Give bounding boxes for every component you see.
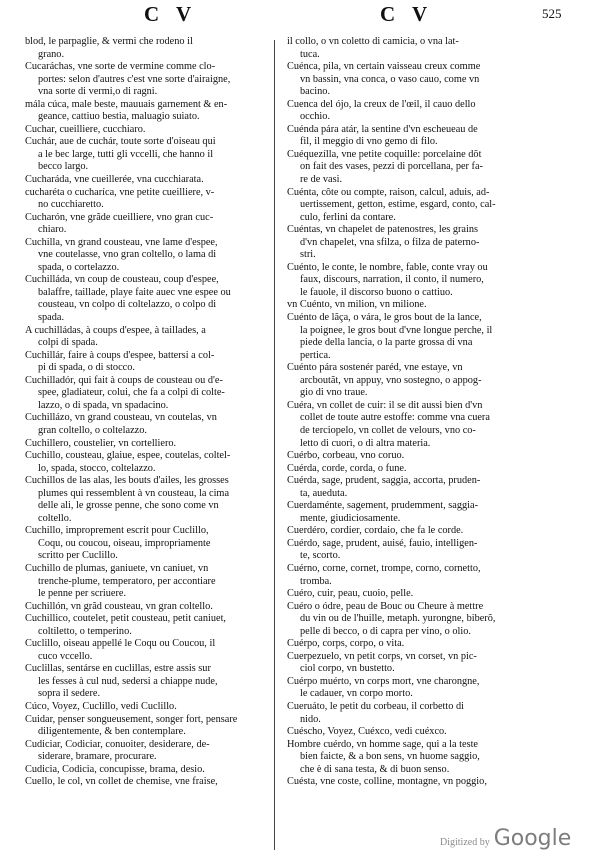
left-column [25, 36, 281, 856]
entry-line: Cuénta, côte ou compte, raison, calcul, aduis, ad- [287, 186, 490, 198]
entry-line: Cudicia, Codicia, concupisse, brama, desio. [25, 763, 205, 775]
entry-line: lazzo, o di spada, vn spadacino. [38, 399, 169, 411]
dictionary-entry [25, 375, 281, 413]
running-head-right: C V [380, 2, 434, 26]
entry-line: Cuérpo muérto, vn corps mort, vne charongne, [287, 675, 480, 687]
dictionary-entry [287, 362, 549, 400]
entry-line: Cuérpo, corps, corpo, o vita. [287, 638, 405, 650]
entry-line: Cuidar, penser songueusement, songer fort, pensare [25, 713, 238, 725]
entry-line: il collo, o vn coletto di camicia, o vna lat- [287, 36, 459, 47]
dictionary-entry [25, 601, 281, 614]
entry-line: tromba. [300, 575, 332, 587]
dictionary-entry [287, 538, 549, 563]
entry-line: A cuchilládas, à coups d'espee, à taillades, a [25, 324, 206, 336]
entry-line: cousteau, vn colpo di coltelazzo, o colpo di [38, 299, 217, 311]
entry-line: vn Cuénto, vn milion, vn milione. [287, 299, 427, 311]
entry-line: Cuéquezílla, vne petite coquille: porcelaine dõt [287, 148, 482, 160]
entry-line: Cuérda, corde, corda, o fune. [287, 462, 407, 474]
dictionary-entry [25, 350, 281, 375]
entry-line: Cuésta, vne coste, colline, montagne, vn poggio, [287, 776, 487, 788]
dictionary-entry [287, 187, 549, 225]
entry-line: mente, giudiciosamente. [300, 512, 401, 524]
entry-line: Cuchillos de las alas, les bouts d'ailes, les grosses [25, 475, 229, 487]
entry-line: diligentemente, & ben contemplare. [38, 726, 186, 738]
dictionary-entry [25, 438, 281, 451]
entry-line: Cuéscho, Voyez, Cuéxco, vedi cuéxco. [287, 726, 447, 738]
entry-line: Cuerdéro, cordier, cordaio, che fa le corde. [287, 525, 464, 537]
dictionary-entry [25, 412, 281, 437]
dictionary-entry [287, 525, 549, 538]
dictionary-entry [25, 714, 281, 739]
dictionary-entry [287, 450, 549, 463]
dictionary-entry [25, 450, 281, 475]
dictionary-entry [287, 224, 549, 262]
entry-line: le cadauer, vn corpo morto. [300, 688, 413, 700]
entry-line: geance, cattiuo bestia, maluagio suiato. [38, 111, 200, 123]
entry-line: Cuchillár, faire à coups d'espee, battersi a col- [25, 349, 215, 361]
dictionary-entry [25, 764, 281, 777]
entry-line: fil, il meggio di vno gemo di filo. [300, 136, 438, 148]
entry-line: tuca. [300, 48, 320, 60]
entry-line: Cuéro, cuir, peau, cuoio, pelle. [287, 588, 414, 600]
entry-line: gran coltello, o coltelazzo. [38, 424, 147, 436]
entry-line: le penne per scriuere. [38, 588, 127, 600]
entry-line: le fauole, il discorso buono o cattiuo. [300, 286, 453, 298]
dictionary-entry [25, 237, 281, 275]
entry-line: a le bec large, tutti gli vccelli, che hanno il [38, 148, 214, 160]
entry-line: te, scorto. [300, 550, 341, 562]
digitized-by-label: Digitized by [440, 837, 490, 848]
dictionary-entry [287, 262, 549, 300]
dictionary-entry [287, 99, 549, 124]
dictionary-entry [287, 61, 549, 99]
entry-line: Cucharón, vne grãde cueilliere, vno gran cuc- [25, 211, 214, 223]
entry-line: Cuchilla, vn grand cousteau, vne lame d'espee, [25, 236, 218, 248]
entry-line: Cuénda pára atár, la sentine d'vn escheueau de [287, 123, 478, 135]
dictionary-entry [25, 124, 281, 137]
entry-line: Cuéra, vn collet de cuir: il se dit aussi bien d'vn [287, 399, 483, 411]
dictionary-entry [287, 463, 549, 476]
dictionary-entry [25, 36, 281, 61]
entry-line: vn bassin, vna conca, o vaso cauo, come vn [300, 73, 480, 85]
entry-line: Cuclillo, oiseau appellé le Coqu ou Coucou, il [25, 638, 216, 650]
dictionary-entry [25, 61, 281, 99]
dictionary-entry [25, 136, 281, 174]
dictionary-entry [25, 701, 281, 714]
dictionary-entry [25, 475, 281, 525]
entry-line: becco largo. [38, 161, 89, 173]
entry-line: Cuchar, cueilliere, cucchiaro. [25, 123, 146, 135]
dictionary-entry [25, 638, 281, 663]
dictionary-entry [287, 739, 549, 777]
entry-line: bien faicte, & a bon sens, vn huome saggio, [300, 751, 480, 763]
entry-line: siderare, bramare, procurare. [38, 751, 157, 763]
entry-line: spada. [38, 312, 65, 324]
entry-line: Cuérno, corne, cornet, trompe, corno, cornetto, [287, 562, 481, 574]
entry-line: Cuerdaménte, sagement, prudemment, saggia- [287, 500, 479, 512]
entry-line: collet de toute autre estoffe: comme vna cuera [300, 412, 490, 424]
entry-line: lo, spada, stocco, coltelazzo. [38, 462, 156, 474]
entry-line: vna sorte di vermi,o di ragni. [38, 86, 158, 98]
entry-line: vne coutelasse, vno gran coltello, o lama di [38, 249, 217, 261]
dictionary-entry [25, 212, 281, 237]
entry-line: pertica. [300, 349, 331, 361]
dictionary-entry [287, 588, 549, 601]
dictionary-entry [25, 613, 281, 638]
entry-line: Cuchár, aue de cuchár, toute sorte d'oiseau qui [25, 136, 216, 148]
entry-line: Hombre cuérdo, vn homme sage, qui a la teste [287, 738, 479, 750]
dictionary-entry [25, 99, 281, 124]
entry-line: Cuénto, le conte, le nombre, fable, conte vray ou [287, 261, 488, 273]
entry-line: d'vn chapelet, vna sfilza, o filza de paterno- [300, 236, 480, 248]
entry-line: chiaro. [38, 224, 67, 236]
dictionary-entry [25, 274, 281, 324]
entry-line: Coqu, ou coucou, oiseau, impropriamente [38, 537, 211, 549]
entry-line: trenche-plume, temperatoro, per accontiare [38, 575, 216, 587]
entry-line: che è di sana testa, & di buon senso. [300, 763, 450, 775]
dictionary-entry [287, 124, 549, 149]
entry-line: cucharéta o cucharíca, vne petite cueilliere, v- [25, 186, 215, 198]
entry-line: faux, discours, narration, il conto, il numero, [300, 274, 484, 286]
entry-line: Cuérdo, sage, prudent, auisé, fauio, intelligen- [287, 537, 478, 549]
entry-line: scritto per Cuclillo. [38, 550, 118, 562]
dictionary-entry [287, 312, 549, 362]
dictionary-entry [287, 500, 549, 525]
entry-line: bacino. [300, 86, 331, 98]
entry-line: balaffre, taillade, playe faite auec vne espee ou [38, 286, 231, 298]
entry-line: Cuchilladór, qui fait à coups de cousteau ou d'e- [25, 374, 223, 386]
entry-line: du vin ou de l'huille, metaph. yurongne, biberõ, [300, 613, 496, 625]
dictionary-entry [287, 475, 549, 500]
entry-line: Cuenca del ójo, la creux de l'œil, il cauo dello [287, 98, 476, 110]
column-divider [274, 40, 275, 850]
entry-line: colpi di spada. [38, 337, 98, 349]
entry-line: uertissement, getton, estime, esgard, conto, cal- [300, 199, 496, 211]
entry-line: Cuchillo, cousteau, glaiue, espee, coutelas, coltel- [25, 450, 231, 462]
entry-line: Cuéro o ódre, peau de Bouc ou Cheure à mettre [287, 600, 484, 612]
dictionary-entry [25, 525, 281, 563]
entry-line: Cuchillero, coustelier, vn cortelliero. [25, 437, 177, 449]
dictionary-entry [287, 651, 549, 676]
entry-line: arcboutãt, vn appuy, vno sostegno, o appog- [300, 374, 482, 386]
entry-line: pelle di becco, o di capra per vino, o olio. [300, 625, 471, 637]
entry-line: Cuchillo de plumas, ganiuete, vn caniuet, vn [25, 562, 209, 574]
entry-line: Cuénto de lãça, o vára, le gros bout de la lance, [287, 312, 482, 324]
dictionary-entry [25, 187, 281, 212]
dictionary-entry [287, 36, 549, 61]
entry-line: Cuello, le col, vn collet de chemise, vne fraise, [25, 776, 218, 788]
entry-line: Cuchillico, coutelet, petit cousteau, petit caniuet, [25, 613, 227, 625]
entry-line: spee, gladiateur, colui, che fa a colpi di colte- [38, 387, 225, 399]
entry-line: les fesses à cul nud, sedersi a chiappe nude, [38, 675, 218, 687]
entry-line: coltello. [38, 512, 72, 524]
entry-line: coltiletto, o temperino. [38, 625, 132, 637]
dictionary-entry [25, 325, 281, 350]
entry-line: culo, ferlini da contare. [300, 211, 396, 223]
dictionary-entry [287, 149, 549, 187]
google-logo: Google [493, 826, 572, 851]
entry-line: Cuerpezuelo, vn petit corps, vn corset, vn pic- [287, 650, 477, 662]
entry-line: de terciopelo, vn collet de velours, vno co- [300, 424, 476, 436]
entry-line: Cuérda, sage, prudent, saggia, accorta, pruden- [287, 475, 481, 487]
entry-line: delle ali, le grosse penne, che sono come vn [38, 500, 219, 512]
entry-line: occhio. [300, 111, 331, 123]
entry-line: nido. [300, 713, 321, 725]
entry-line: portes: selon d'autres c'est vne sorte d'airaigne, [38, 73, 231, 85]
entry-line: Cuchilláda, vn coup de cousteau, coup d'espee, [25, 274, 219, 286]
entry-line: pi di spada, o di stocco. [38, 362, 135, 374]
entry-line: gio di vno traue. [300, 387, 368, 399]
entry-line: plumes qui ressemblent à vn cousteau, la cima [38, 487, 230, 499]
entry-line: stri. [300, 249, 316, 261]
entry-line: letto di cuori, o di altra materia. [300, 437, 431, 449]
entry-line: no cucchiaretto. [38, 199, 104, 211]
dictionary-entry [287, 676, 549, 701]
dictionary-entry [287, 400, 549, 450]
entry-line: Cuénto pára sostenér paréd, vne estaye, vn [287, 362, 463, 374]
entry-line: spada, o cortelazzo. [38, 261, 120, 273]
entry-line: Cudiciar, Codiciar, conuoiter, desiderare, de- [25, 738, 210, 750]
entry-line: Cucaráchas, vne sorte de vermine comme clo- [25, 61, 216, 73]
entry-line: grano. [38, 48, 65, 60]
entry-line: on fait des vases, pezzi di porcellana, per fa- [300, 161, 483, 173]
entry-line: blod, le parpaglie, & vermi che rodeno il [25, 36, 193, 47]
entry-line: Cuénca, pila, vn certain vaisseau creux comme [287, 61, 481, 73]
entry-line: ciol corpo, vn bustetto. [300, 663, 395, 675]
entry-line: Cueruáto, le petit du corbeau, il corbetto di [287, 700, 464, 712]
running-head-left: C V [144, 2, 198, 26]
entry-line: mála cúca, male beste, mauuais garnement & en- [25, 98, 228, 110]
entry-line: Cuchillo, improprement escrit pour Cuclillo, [25, 525, 209, 537]
entry-line: Cuclillas, sentárse en cuclillas, estre assis sur [25, 663, 211, 675]
dictionary-entry [25, 174, 281, 187]
page-number: 525 [542, 6, 562, 21]
dictionary-entry [25, 739, 281, 764]
page-header [0, 0, 592, 30]
dictionary-entry [25, 563, 281, 601]
entry-line: Cuchillón, vn grãd cousteau, vn gran coltello. [25, 600, 213, 612]
entry-line: Cúco, Voyez, Cuclillo, vedi Cuclillo. [25, 700, 177, 712]
entry-line: Cucharáda, vne cueillerée, vna cucchiarata. [25, 174, 204, 186]
dictionary-entry [287, 701, 549, 726]
entry-line: Cuchillázo, vn grand cousteau, vn coutelas, vn [25, 412, 217, 424]
dictionary-entry [287, 601, 549, 639]
dictionary-entry [25, 776, 281, 789]
entry-line: Cuéntas, vn chapelet de patenostres, les grains [287, 224, 479, 236]
dictionary-entry [25, 663, 281, 701]
entry-line: piede della lancia, o la parte grossa di vna [300, 337, 473, 349]
dictionary-entry [287, 299, 549, 312]
entry-line: re de vasi. [300, 174, 343, 186]
entry-line: ta, aueduta. [300, 487, 348, 499]
entry-line: sopra il sedere. [38, 688, 101, 700]
dictionary-entry [287, 726, 549, 739]
dictionary-entry [287, 776, 549, 789]
digitization-watermark [440, 826, 571, 851]
entry-line: la poignee, le gros bout d'vne longue perche, il [300, 324, 493, 336]
dictionary-entry [287, 638, 549, 651]
dictionary-entry [287, 563, 549, 588]
entry-line: Cuérbo, corbeau, vno coruo. [287, 450, 405, 462]
right-column [287, 36, 549, 856]
entry-line: cuco vccello. [38, 650, 93, 662]
